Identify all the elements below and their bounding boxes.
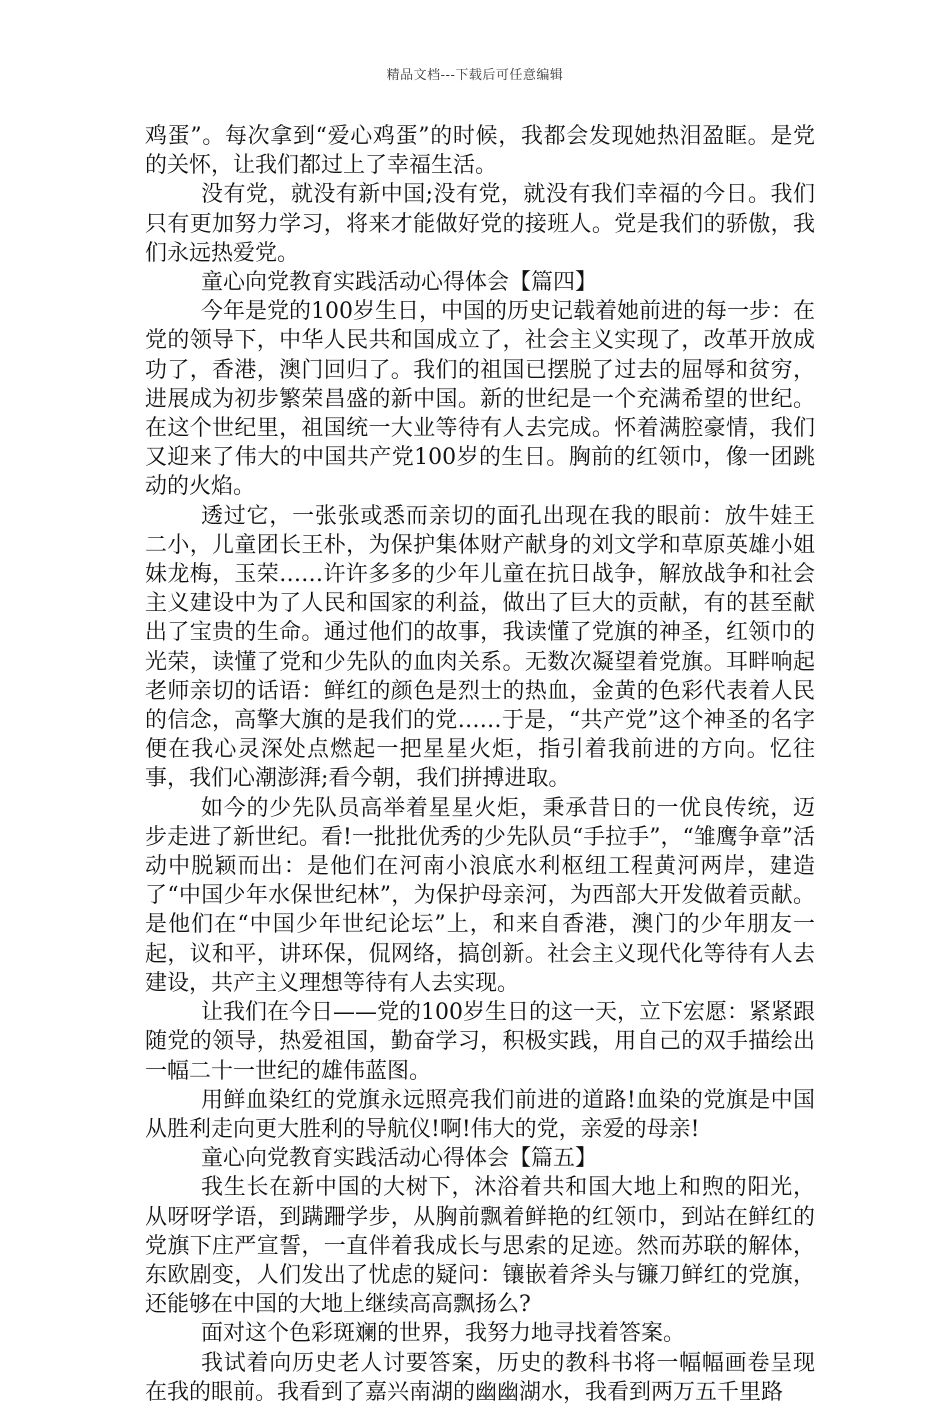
paragraph: 透过它，一张张或悉而亲切的面孔出现在我的眼前：放牛娃王二小，儿童团长王朴，为保护集体财产献身的刘文学和草原英雄小姐妹龙梅，玉荣……许许多多的少年儿童在抗日战争，解放战争和社会主义建设中为了人民和国家的利益，做出了巨大的贡献，有的甚至献出了宝贵的生命。通过他们的故事，我读懂了党旗的神圣，红领巾的光荣，读懂了党和少先队的血肉关系。无数次凝望着党旗。耳畔响起老师亲切的话语：鲜红的颜色是烈士的热血，金黄的色彩代表着人民的信念，高擎大旗的是我们的党……于是，“共产党”这个神圣的名字便在我心灵深处点燃起一把星星火炬，指引着我前进的方向。忆往事，我们心潮澎湃;看今朝，我们拼搏进取。 — [145, 503, 815, 792]
page-header: 精品文档---下载后可任意编辑 — [386, 68, 564, 83]
paragraph: 面对这个色彩斑斓的世界，我努力地寻找着答案。 — [201, 1321, 686, 1347]
section-heading: 童心向党教育实践活动心得体会【篇四】 — [201, 270, 598, 296]
paragraph: 鸡蛋”。每次拿到“爱心鸡蛋”的时候，我都会发现她热泪盈眶。是党的关怀，让我们都过上了幸福生活。 — [145, 124, 815, 179]
section-heading: 童心向党教育实践活动心得体会【篇五】 — [201, 1146, 598, 1172]
paragraph: 用鲜血染红的党旗永远照亮我们前进的道路!血染的党旗是中国从胜利走向更大胜利的导航仪!啊!伟大的党，亲爱的母亲! — [145, 1087, 815, 1142]
paragraph: 如今的少先队员高举着星星火炬，秉承昔日的一优良传统，迈步走进了新世纪。看!一批批优秀的少先队员“手拉手”，“雏鹰争章”活动中脱颖而出：是他们在河南小浪底水利枢纽工程黄河两岸，建造了“中国少年水保世纪林”，为保护母亲河，为西部大开发做着贡献。是他们在“中国少年世纪论坛”上，和来自香港，澳门的少年朋友一起，议和平，讲环保，侃网络，搞创新。社会主义现代化等待有人去建设，共产主义理想等待有人去实现。 — [145, 795, 815, 996]
paragraph: 没有党，就没有新中国;没有党，就没有我们幸福的今日。我们只有更加努力学习，将来才能做好党的接班人。党是我们的骄傲，我们永远热爱党。 — [145, 182, 815, 266]
paragraph: 今年是党的100岁生日，中国的历史记载着她前进的每一步：在党的领导下，中华人民共和国成立了，社会主义实现了，改革开放成功了，香港，澳门回归了。我们的祖国已摆脱了过去的屈辱和贫穷，进展成为初步繁荣昌盛的新中国。新的世纪是一个充满希望的世纪。在这个世纪里，祖国统一大业等待有人去完成。怀着满腔豪情，我们又迎来了伟大的中国共产党100岁的生日。胸前的红领巾，像一团跳动的火焰。 — [145, 299, 815, 500]
paragraph: 我生长在新中国的大树下，沐浴着共和国大地上和煦的阳光，从呀呀学语，到蹒跚学步，从胸前飘着鲜艳的红领巾，到站在鲜红的党旗下庄严宣誓，一直伴着我成长与思索的足迹。然而苏联的解体，东欧剧变，人们发出了忧虑的疑问：镶嵌着斧头与镰刀鲜红的党旗，还能够在中国的大地上继续高高飘扬么? — [145, 1175, 815, 1318]
paragraph: 让我们在今日——党的100岁生日的这一天，立下宏愿：紧紧跟随党的领导，热爱祖国，勤奋学习，积极实践，用自己的双手描绘出一幅二十一世纪的雄伟蓝图。 — [145, 1000, 815, 1084]
document-body — [145, 122, 815, 1407]
paragraph: 我试着向历史老人讨要答案，历史的教科书将一幅幅画卷呈现在我的眼前。我看到了嘉兴南湖的幽幽湖水，我看到两万五千里路 — [145, 1350, 815, 1405]
